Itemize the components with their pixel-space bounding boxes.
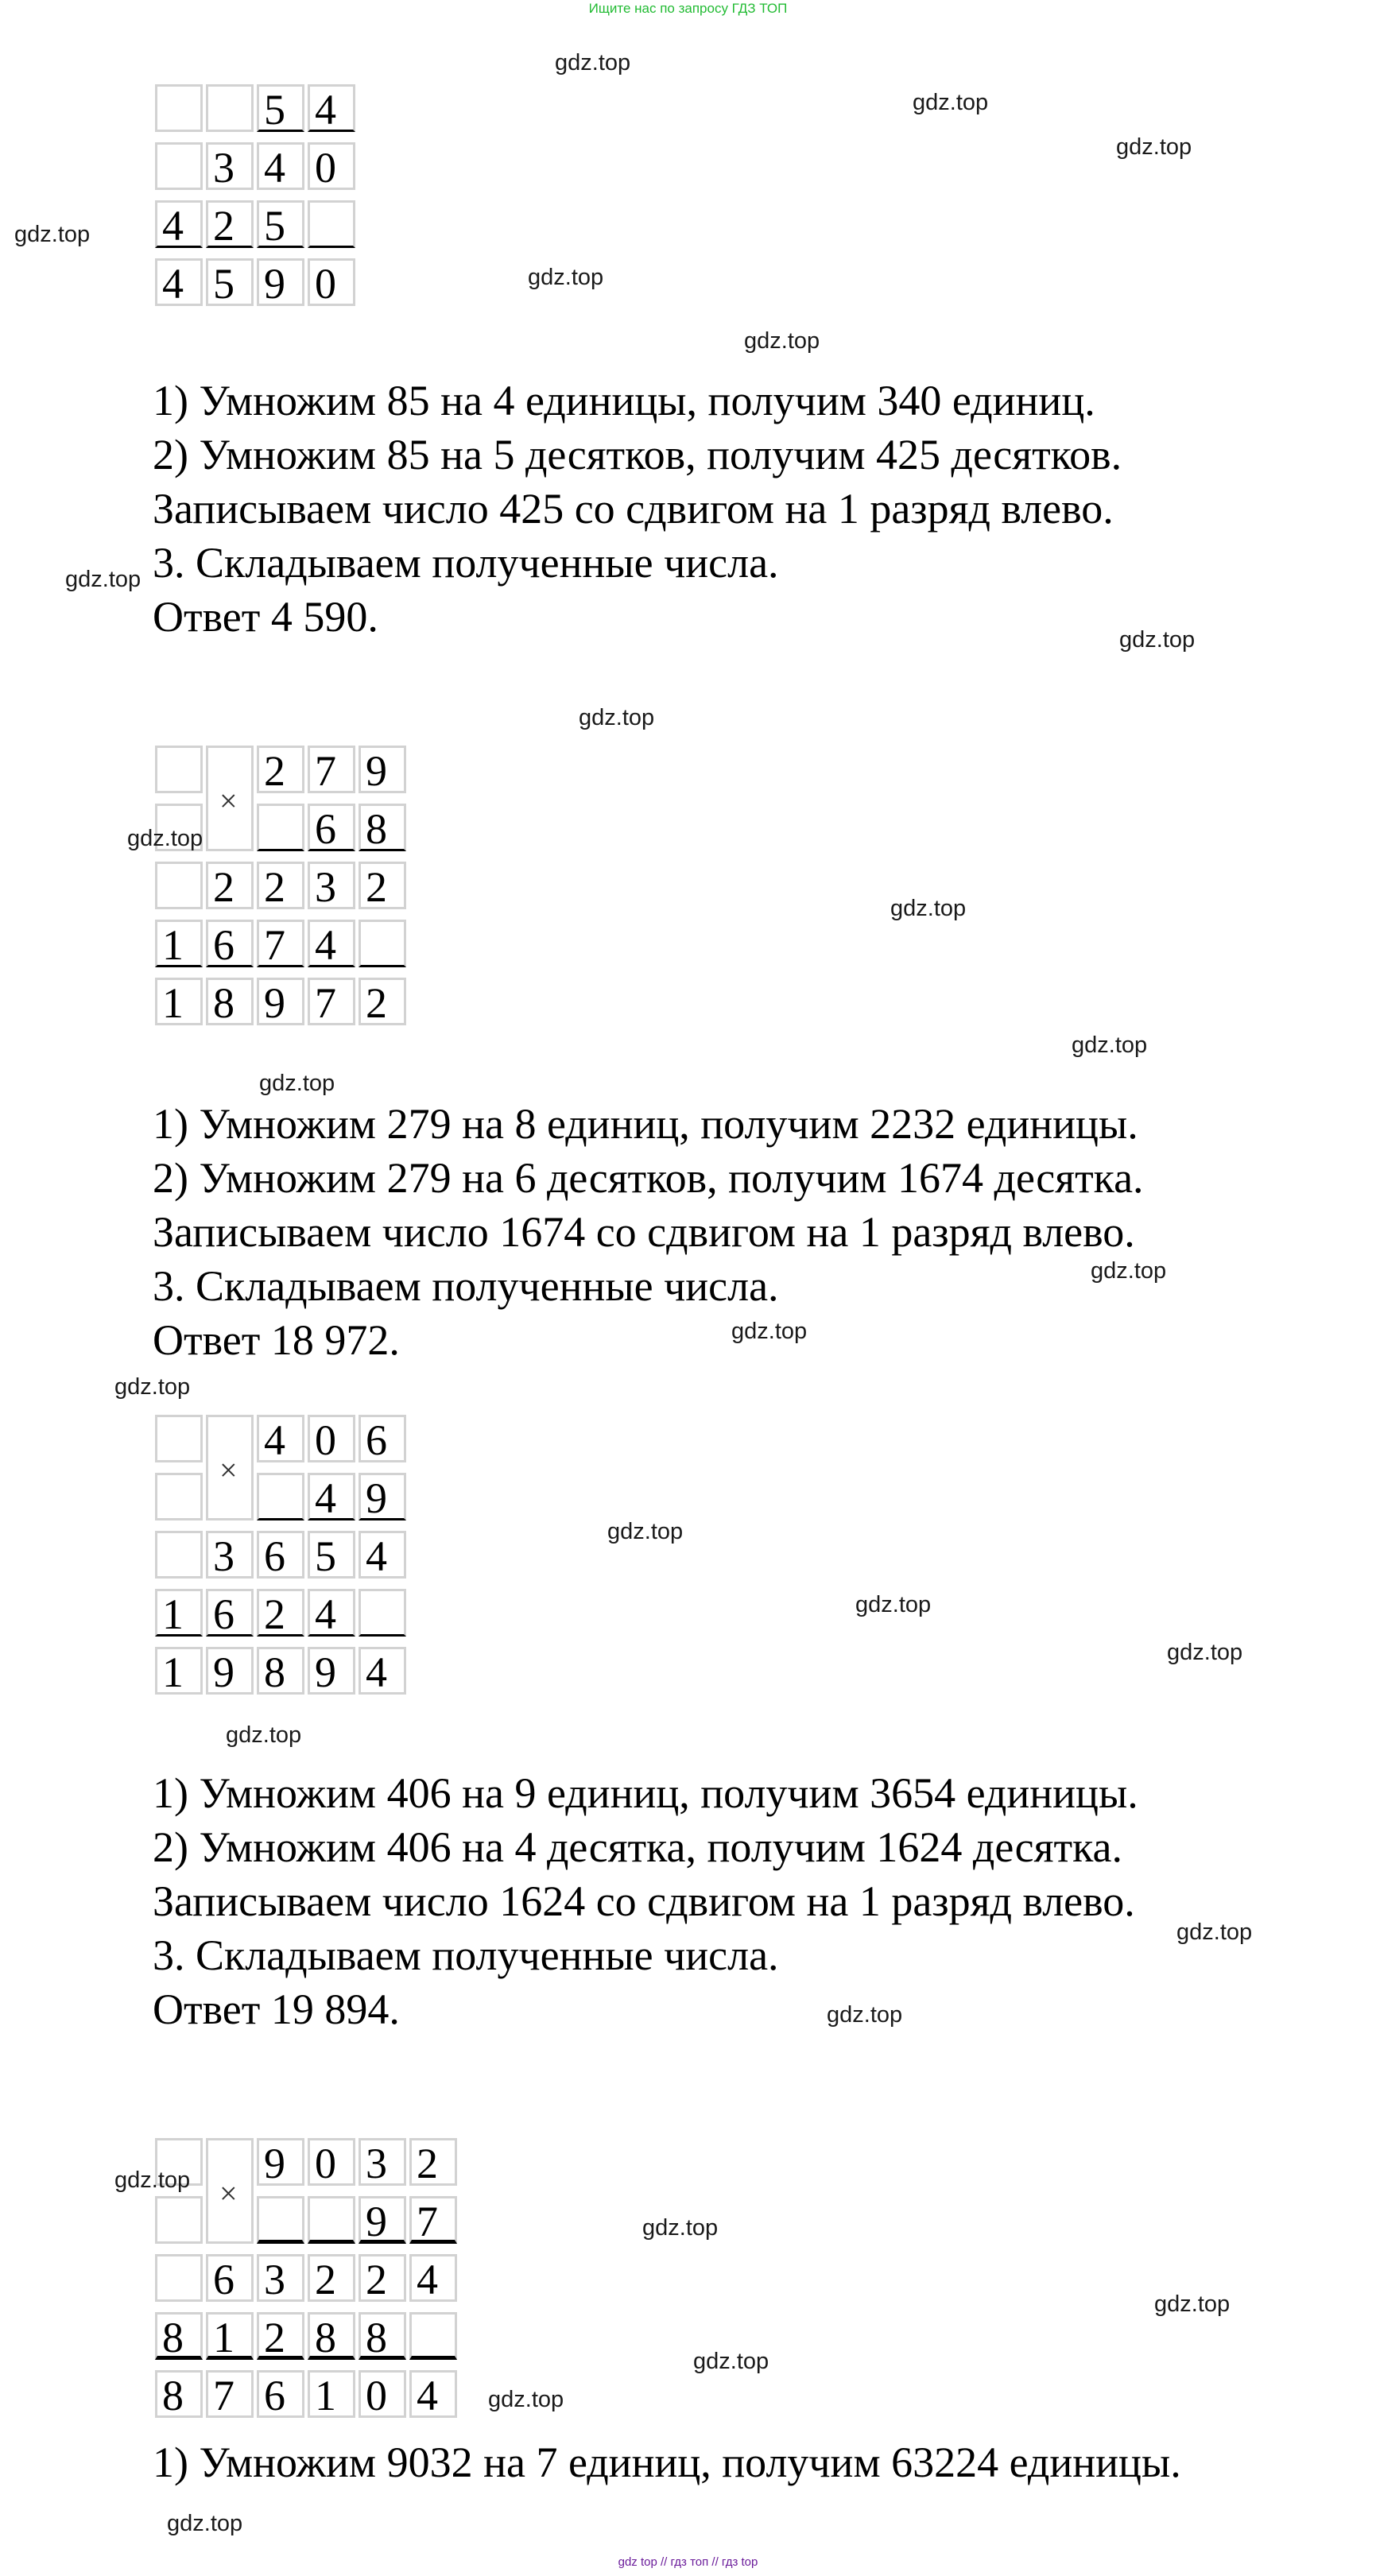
search-hint: Ищите нас по запросу ГДЗ ТОП [588,1,788,16]
grid-cell: 1 [155,1647,203,1695]
multiply-sign: × [206,2138,254,2244]
grid-cell: 0 [308,142,355,190]
explanation-line: 2) Умножим 406 на 4 десятка, получим 1624 десятка. [153,1823,1122,1871]
watermark: gdz.top [1154,2291,1231,2317]
grid-cell: 5 [257,200,304,248]
watermark: gdz.top [642,2215,719,2241]
watermark: gdz.top [744,328,820,354]
grid-cell [155,1415,203,1462]
grid-cell: 9 [359,1473,406,1520]
watermark: gdz.top [1091,1258,1167,1284]
grid-cell: 2 [206,200,254,248]
watermark: gdz.top [488,2387,564,2412]
watermark: gdz.top [226,1722,302,1748]
grid-cell: 9 [359,746,406,793]
grid-cell: 2 [257,862,304,909]
grid-cell: 1 [206,2312,254,2360]
grid-cell [359,1589,406,1637]
grid-cell: 6 [359,1415,406,1462]
watermark: gdz.top [114,1374,191,1400]
grid-cell [155,1531,203,1579]
grid-cell: 1 [155,1589,203,1637]
grid-cell: 9 [257,978,304,1025]
watermark: gdz.top [14,222,91,247]
grid-cell [308,200,355,248]
grid-cell [409,2312,457,2360]
grid-cell: 9 [257,2138,304,2186]
watermark: gdz.top [579,705,655,730]
grid-cell: 4 [155,258,203,306]
watermark: gdz.top [1116,134,1192,160]
grid-cell: 8 [308,2312,355,2360]
grid-cell: 6 [257,2370,304,2418]
grid-cell: 2 [308,2254,355,2302]
explanation-line: 1) Умножим 9032 на 7 единиц, получим 63224 единицы. [153,2438,1181,2486]
grid-cell: 4 [308,920,355,967]
grid-cell: 6 [257,1531,304,1579]
grid-cell: 2 [257,1589,304,1637]
problem-3-explanation [153,1766,1138,2036]
grid-cell: 6 [206,920,254,967]
grid-cell: 7 [308,746,355,793]
answer-line: Ответ 4 590. [153,593,378,641]
watermark: gdz.top [555,50,631,76]
grid-cell: 8 [155,2370,203,2418]
grid-cell: 8 [359,804,406,851]
grid-cell: 2 [257,2312,304,2360]
watermark: gdz.top [127,826,203,851]
grid-cell [155,84,203,132]
grid-cell: 3 [359,2138,406,2186]
multiply-sign: × [206,746,254,851]
grid-cell: 5 [257,84,304,132]
grid-cell [257,1473,304,1520]
grid-cell: 0 [359,2370,406,2418]
grid-cell: 5 [308,1531,355,1579]
grid-cell [155,862,203,909]
grid-cell [257,2196,304,2244]
grid-cell: 8 [155,2312,203,2360]
grid-cell: 4 [308,1589,355,1637]
watermark: gdz.top [913,90,989,115]
grid-cell: 2 [359,2254,406,2302]
grid-cell [155,2254,203,2302]
grid-cell [155,746,203,793]
grid-cell: 2 [206,862,254,909]
watermark: gdz.top [65,567,141,592]
grid-cell [308,2196,355,2244]
grid-cell: 4 [409,2254,457,2302]
footer-links: gdz top // гдз топ // гдз top [618,2555,758,2569]
grid-cell: 4 [308,1473,355,1520]
grid-cell: 2 [257,746,304,793]
grid-cell: 1 [155,920,203,967]
problem-4-explanation [153,2435,1181,2489]
watermark: gdz.top [1176,1919,1253,1945]
grid-cell: 9 [257,258,304,306]
grid-cell: 4 [257,1415,304,1462]
grid-cell: 8 [206,978,254,1025]
explanation-line: Записываем число 1624 со сдвигом на 1 разряд влево. [153,1877,1135,1925]
grid-cell: 4 [359,1647,406,1695]
explanation-line: 3. Складываем полученные числа. [153,1262,779,1310]
grid-cell: 8 [359,2312,406,2360]
explanation-line: Записываем число 1674 со сдвигом на 1 разряд влево. [153,1208,1135,1256]
grid-cell: 6 [308,804,355,851]
explanation-line: 1) Умножим 85 на 4 единицы, получим 340 единиц. [153,377,1095,424]
watermark: gdz.top [731,1319,808,1344]
grid-cell: 9 [206,1647,254,1695]
grid-cell [206,84,254,132]
grid-cell: 6 [206,2254,254,2302]
grid-cell: 3 [206,142,254,190]
watermark: gdz.top [890,896,967,921]
explanation-line: 1) Умножим 279 на 8 единиц, получим 2232 единицы. [153,1100,1138,1148]
watermark: gdz.top [1072,1032,1148,1058]
grid-cell: 4 [409,2370,457,2418]
explanation-line: 3. Складываем полученные числа. [153,539,779,587]
grid-cell: 8 [257,1647,304,1695]
grid-cell: 4 [155,200,203,248]
grid-cell: 9 [308,1647,355,1695]
watermark: gdz.top [528,265,604,290]
problem-2-explanation [153,1097,1144,1367]
multiply-sign: × [206,1415,254,1520]
explanation-line: 1) Умножим 406 на 9 единиц, получим 3654 единицы. [153,1769,1138,1817]
grid-cell: 3 [257,2254,304,2302]
explanation-line: Записываем число 425 со сдвигом на 1 разряд влево. [153,485,1114,533]
grid-cell: 5 [206,258,254,306]
grid-cell [155,142,203,190]
watermark: gdz.top [259,1071,335,1096]
grid-cell: 4 [257,142,304,190]
explanation-line: 3. Складываем полученные числа. [153,1931,779,1979]
explanation-line: 2) Умножим 279 на 6 десятков, получим 1674 десятка. [153,1154,1144,1202]
grid-cell [257,804,304,851]
grid-cell: 0 [308,1415,355,1462]
watermark: gdz.top [827,2002,903,2028]
grid-cell [155,1473,203,1520]
grid-cell: 4 [308,84,355,132]
grid-cell: 2 [409,2138,457,2186]
grid-cell: 4 [359,1531,406,1579]
answer-line: Ответ 19 894. [153,1985,400,2033]
grid-cell: 7 [257,920,304,967]
problem-1-explanation [153,374,1122,644]
watermark: gdz.top [1167,1640,1243,1665]
grid-cell: 7 [409,2196,457,2244]
grid-cell: 2 [359,978,406,1025]
watermark: gdz.top [693,2349,769,2374]
grid-cell: 1 [308,2370,355,2418]
grid-cell: 7 [206,2370,254,2418]
grid-cell: 2 [359,862,406,909]
grid-cell: 0 [308,2138,355,2186]
answer-line: Ответ 18 972. [153,1316,400,1364]
grid-cell: 9 [359,2196,406,2244]
grid-cell [359,920,406,967]
watermark: gdz.top [855,1592,932,1617]
watermark: gdz.top [167,2511,243,2536]
watermark: gdz.top [607,1519,684,1544]
grid-cell: 3 [308,862,355,909]
explanation-line: 2) Умножим 85 на 5 десятков, получим 425 десятков. [153,431,1122,478]
grid-cell: 6 [206,1589,254,1637]
grid-cell: 1 [155,978,203,1025]
watermark: gdz.top [114,2167,191,2193]
grid-cell: 3 [206,1531,254,1579]
grid-cell [155,2196,203,2244]
grid-cell: 0 [308,258,355,306]
grid-cell: 7 [308,978,355,1025]
watermark: gdz.top [1119,627,1196,653]
